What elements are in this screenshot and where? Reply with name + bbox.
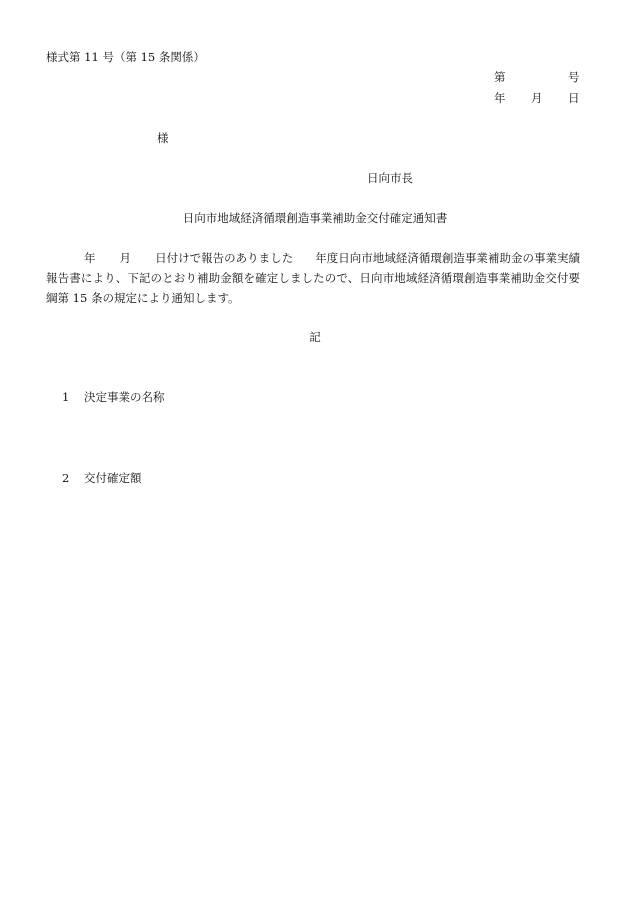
body-month-label: 月: [119, 251, 132, 265]
body-text-part2: 年度日向市地域経済循環創造事業補助金の事業実績報告書により、下記のとおり補助金額を確定しましたので、日向市地域経済循環創造事業補助金交付要綱第 15 条の規定により通知します。: [46, 251, 581, 305]
date-month-label: 月: [531, 91, 543, 105]
date-year-label: 年: [494, 91, 506, 105]
form-number: 様式第 11 号（第 15 条関係）: [46, 50, 205, 64]
date-day-label: 日: [568, 91, 580, 105]
body-year-label: 年: [84, 251, 96, 265]
item-number: 2: [62, 471, 70, 485]
document-title: 日向市地域経済循環創造事業補助金交付確定通知書: [182, 211, 448, 225]
sender-name: 日向市長: [367, 171, 413, 185]
addressee-honorific: 様: [157, 131, 169, 145]
document-number-suffix: 号: [568, 70, 580, 84]
body-paragraph: [46, 248, 580, 308]
document-number-label: 第: [494, 70, 506, 84]
item-label-confirmed-amount: 交付確定額: [84, 471, 142, 485]
record-heading: 記: [309, 330, 321, 344]
item-number: 1: [62, 390, 70, 404]
item-label-project-name: 決定事業の名称: [84, 390, 165, 404]
body-text-part1: 日付けで報告のありました: [155, 251, 294, 265]
